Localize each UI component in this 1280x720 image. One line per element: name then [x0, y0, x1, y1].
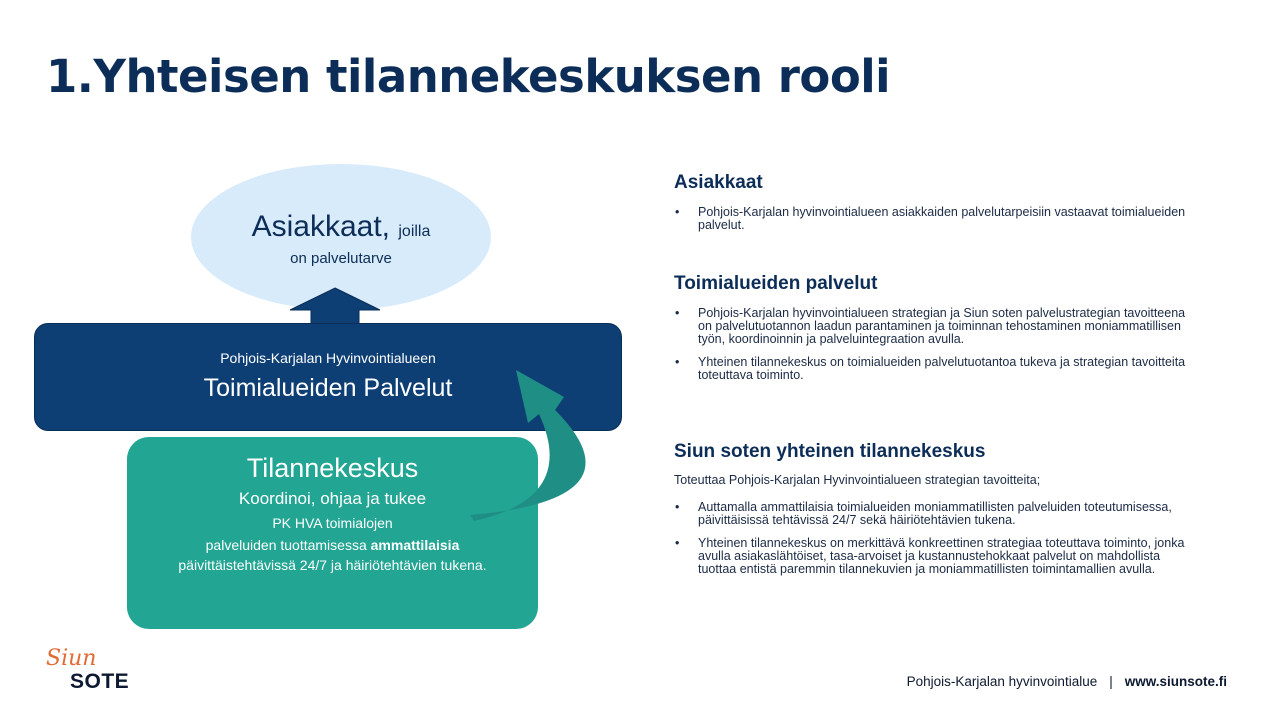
situation-center-line4: päivittäistehtävissä 24/7 ja häiriötehtävien tukena. — [178, 557, 487, 573]
section-heading: Toimialueiden palvelut — [674, 273, 878, 294]
services-title: Toimialueiden Palvelut — [203, 374, 453, 402]
line3-text: palveluiden tuottamisessa — [205, 537, 367, 553]
siun-sote-logo — [44, 646, 139, 696]
situation-center-line3 — [127, 537, 538, 553]
bullet-list — [674, 501, 1194, 576]
customers-main: Asiakkaat, — [251, 210, 391, 243]
bullet-list — [674, 307, 1194, 382]
footer — [907, 674, 1227, 689]
situation-center-line1: Koordinoi, ohjaa ja tukee — [238, 489, 427, 508]
section-services — [674, 273, 1194, 382]
line3-bold: ammattilaisia — [370, 537, 460, 553]
customers-label — [191, 210, 491, 244]
bullet-item: • Pohjois-Karjalan hyvinvointialueen strategian ja Siun soten palvelustrategian tavoitteena on palvelutuotannon laadun parantaminen ja toiminnan tehostaminen moniammatillisen työn, koordinoinnin ja palveluintegraation avulla. — [674, 307, 1194, 346]
section-heading: Asiakkaat — [674, 172, 763, 193]
page-title: 1.Yhteisen tilannekeskuksen rooli — [46, 50, 891, 103]
section-intro: Toteuttaa Pohjois-Karjalan Hyvinvointialueen strategian tavoitteita; — [674, 473, 1041, 487]
customers-subtext: on palvelutarve — [290, 250, 392, 267]
logo-sote: SOTE — [70, 670, 130, 693]
section-heading: Siun soten yhteinen tilannekeskus — [674, 441, 986, 462]
footer-org: Pohjois-Karjalan hyvinvointialue — [906, 674, 1098, 689]
customers-suffix: joilla — [398, 223, 431, 240]
services-subtitle: Pohjois-Karjalan Hyvinvointialueen — [220, 350, 436, 366]
footer-separator: | — [1109, 674, 1113, 689]
logo-siun: Siun — [46, 646, 97, 671]
situation-center-line2: PK HVA toimialojen — [272, 515, 393, 531]
situation-center-title: Tilannekeskus — [246, 453, 419, 483]
curved-arrow-icon — [470, 355, 610, 535]
bullet-list — [674, 206, 1194, 232]
bullet-item: • Pohjois-Karjalan hyvinvointialueen asiakkaiden palvelutarpeisiin vastaavat toimialueiden palvelut. — [674, 206, 1194, 232]
bullet-item: • Auttamalla ammattilaisia toimialueiden moniammatillisten palveluiden toteutumisessa, päivittäisissä tehtävissä 24/7 sekä häiriötehtävien tukena. — [674, 501, 1194, 527]
up-arrow-icon — [288, 287, 382, 327]
section-customers — [674, 172, 1194, 232]
footer-url: www.siunsote.fi — [1124, 674, 1227, 689]
bullet-item: • Yhteinen tilannekeskus on toimialueiden palvelutuotantoa tukeva ja strategian tavoitteita toteuttava toiminto. — [674, 356, 1194, 382]
section-situation-center — [674, 441, 1194, 576]
bullet-item: • Yhteinen tilannekeskus on merkittävä konkreettinen strategiaa toteuttava toiminto, jonka avulla asiakaslähtöiset, tasa-arvoiset ja kustannustehokkaat palvelut on mahdollista tuottaa entistä paremmin tilannekuvien ja moniammatillisten toimintamallien avulla. — [674, 537, 1194, 576]
